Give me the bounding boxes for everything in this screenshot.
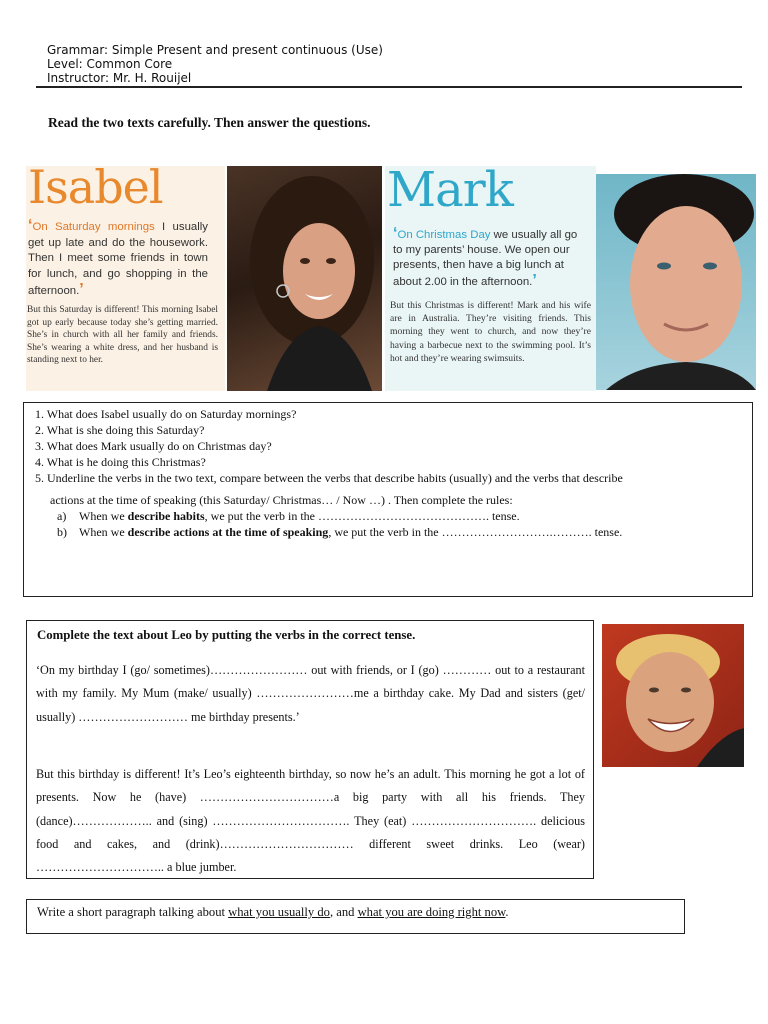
leo-paragraph-2[interactable]: But this birthday is different! It’s Leo’s eighteenth birthday, so now he’s an adult. This morning he got a lot of presents. Now he (have) ……………………………a big party with all his friends. They (dance)……………….. and (sing) ……………………………. They (eat) …………………………. delicious food and cakes, and (drink)…………………………… different sweet drinks. Leo (wear) ………………………….. a blue jumber. (36, 767, 585, 875)
rule-a-bold: describe habits (127, 509, 205, 523)
rule-a-label: a) (57, 509, 67, 523)
writing-task-right-now: what you are doing right now (357, 905, 506, 919)
question-3: 3. What does Mark usually do on Christmas day? (35, 439, 272, 453)
rule-b-bold: describe actions at the time of speaking (127, 525, 329, 539)
leo-exercise-box (26, 620, 594, 879)
mark-quote-open: ‘ (393, 225, 398, 242)
writing-task-post: . (505, 905, 509, 919)
leo-paragraph-1[interactable]: ‘On my birthday I (go/ sometimes)…………………… out with friends, or I (go) ………… out to a restaurant with my family. My Mum (make/ usually) ……………………me a birthday cake. My Dad and sisters (get/ usually) ……………………… me birthday presents.’ (36, 663, 585, 724)
isabel-quote-close: ’ (79, 281, 84, 298)
mark-quote-body: we usually all go to my parents’ house. We open our presents, then have a big lunch at about 2.00 in the afternoon. (393, 229, 578, 288)
rule-b (57, 525, 622, 540)
writing-task-pre: Write a short paragraph talking about (37, 905, 229, 919)
questions-box (23, 402, 753, 597)
worksheet-header (47, 43, 383, 85)
isabel-quote (28, 218, 208, 300)
header-instructor: Instructor: Mr. H. Rouijel (47, 71, 192, 85)
mark-quote-close: ’ (532, 272, 537, 289)
question-4: 4. What is he doing this Christmas? (35, 455, 206, 469)
writing-task-usually: what you usually do (228, 905, 330, 919)
leo-photo (602, 624, 744, 767)
rule-b-label: b) (57, 525, 67, 539)
isabel-quote-open: ‘ (28, 217, 33, 234)
header-divider (36, 86, 742, 88)
reading-instruction: Read the two texts carefully. Then answer the questions. (48, 115, 371, 130)
mark-text-panel (385, 162, 596, 391)
rule-a (57, 509, 520, 524)
leo-exercise-title: Complete the text about Leo by putting the verbs in the correct tense. (37, 628, 416, 642)
mark-photo (596, 174, 756, 390)
header-grammar: Grammar: Simple Present and present continuous (Use) (47, 43, 383, 57)
rule-a-blank[interactable]: , we put the verb in the ……………………………………. tense. (204, 509, 520, 523)
isabel-quote-body: I usually get up late and do the housework. Then I meet some friends in town for lunch, and go shopping in the afternoon. (28, 221, 208, 297)
rule-a-text-pre: When we (79, 509, 128, 523)
rule-b-blank[interactable]: , we put the verb in the ……………………….………. tense. (328, 525, 623, 539)
mark-quote (393, 226, 578, 290)
writing-task-mid: , and (329, 905, 358, 919)
isabel-story: But this Saturday is different! This morning Isabel got up early because today she’s getting married. She’s in church with all her family and friends. She’s wearing a white dress, and her husband is standing next to her. (27, 305, 218, 366)
rule-b-text-pre: When we (79, 525, 128, 539)
mark-quote-highlight: On Christmas Day (397, 229, 491, 241)
reading-texts (26, 160, 744, 391)
mark-story: But this Christmas is different! Mark and his wife are in Australia. They’re visiting friends. This morning they went to church, and now they’re having a barbecue next to the swimming pool. It’s hot and they’re wearing swimsuits. (390, 300, 591, 364)
isabel-photo (227, 166, 382, 391)
writing-task-box (26, 899, 685, 934)
question-2: 2. What is she doing this Saturday? (35, 423, 205, 437)
writing-task-prompt (37, 905, 509, 920)
question-1: 1. What does Isabel usually do on Saturday mornings? (35, 407, 297, 421)
question-5: 5. Underline the verbs in the two text, compare between the verbs that describe habits (usually) and the verbs that describe (35, 471, 623, 485)
isabel-quote-highlight: On Saturday mornings (32, 221, 155, 233)
isabel-text-panel (26, 160, 225, 391)
header-level: Level: Common Core (47, 57, 173, 71)
isabel-name-heading: Isabel (28, 160, 163, 214)
mark-name-heading: Mark (387, 162, 513, 218)
question-5-continued: actions at the time of speaking (this Saturday/ Christmas… / Now …) . Then complete the rules: (50, 493, 513, 507)
